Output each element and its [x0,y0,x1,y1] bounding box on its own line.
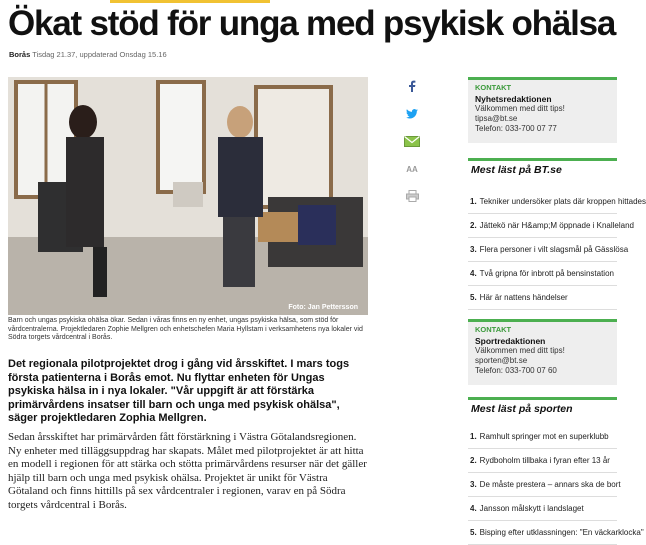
facebook-icon[interactable] [403,78,421,94]
item-text: Flera personer i vilt slagsmål på Gässlösa [479,245,629,254]
top-accent-bar [110,0,270,3]
contact-phone: Telefon: 033-700 07 60 [475,366,557,375]
contact-box-sport [468,319,617,385]
most-read-item[interactable] [468,425,617,449]
contact-line: Välkommen med ditt tips! [475,104,565,113]
byline-place: Borås [9,50,31,59]
most-read-item[interactable] [468,238,629,262]
most-read-item[interactable] [468,286,617,310]
most-read-title: Mest läst på BT.se [471,164,562,176]
item-number: 2. [470,456,477,465]
photo-illustration [8,77,368,315]
item-number: 4. [470,269,477,278]
contact-title: Nyhetsredaktionen [475,94,552,104]
item-number: 2. [470,221,477,230]
text-size-icon[interactable]: AA [406,164,418,174]
item-text: Bisping efter utklassningen: "En väckarklocka" [479,528,644,537]
item-number: 1. [470,197,477,206]
item-text: Jättekö när H&amp;M öppnade i Knalleland [479,221,634,230]
item-number: 4. [470,504,477,513]
item-text: Jansson målskytt i landslaget [479,504,584,513]
most-read-title: Mest läst på sporten [471,403,573,415]
item-text: Rydboholm tillbaka i fyran efter 13 år [479,456,610,465]
item-text: Tekniker undersöker plats där kroppen hittades [479,197,646,206]
article-headline: Ökat stöd för unga med psykisk ohälsa [8,4,616,43]
contact-phone: Telefon: 033-700 07 77 [475,124,557,133]
item-text: Två gripna för inbrott på bensinstation [479,269,614,278]
most-read-item[interactable] [468,521,644,545]
item-number: 5. [470,528,477,537]
most-read-sport [468,397,644,545]
photo-caption: Barn och ungas psykiska ohälsa ökar. Sedan i våras finns en ny enhet, ungas psykiska hälsa, som stöd för vårdcentralerna. Projektledaren Zophie Mellgren och enhetschefen Maria Hyllstam i verksamhetens nya lokaler vid Södra torgets vårdcentral i Borås. [8,317,363,342]
most-read-news [468,158,646,310]
contact-box-news [468,77,617,143]
contact-label: KONTAKT [475,83,512,92]
most-read-item[interactable] [468,497,617,521]
most-read-item[interactable] [468,473,621,497]
byline-time: Tisdag 21.37, uppdaterad Onsdag 15.16 [32,50,167,59]
print-icon[interactable] [403,188,421,204]
contact-title: Sportredaktionen [475,336,546,346]
article-photo[interactable] [8,77,368,315]
item-number: 3. [470,245,477,254]
item-text: Ramhult springer mot en superklubb [479,432,609,441]
mail-icon[interactable] [403,133,421,149]
contact-label: KONTAKT [475,325,512,334]
item-number: 5. [470,293,477,302]
most-read-item[interactable] [468,214,634,238]
contact-email-link[interactable]: sporten@bt.se [475,356,528,365]
article-lead: Det regionala pilotprojektet drog i gång vid årsskiftet. I mars togs första patienterna i Borås emot. Nu flyttar enheten för Ungas psykiska hälsa in i nya lokaler. "Vår uppgift är att förstärka primärvårdens insatser till barn och unga med psykisk ohälsa", säger projektledaren Zophia Mellgren. [8,358,350,425]
item-number: 3. [470,480,477,489]
article-byline [9,50,167,59]
item-text: De måste prestera – annars ska de bort [479,480,621,489]
item-number: 1. [470,432,477,441]
twitter-icon[interactable] [403,106,421,122]
article-body: Sedan årsskiftet har primärvården fått förstärkning i Västra Götalandsregionen. Ny enheter med tilläggsuppdrag har skapats. Målet med pilotprojektet är att hitta en modell i regionen för att stärka och stötta primärvårdens resurser när det gäller hjälp till barn och unga med psykisk ohälsa. Projektet är unikt för Västra Götaland och finns hittills på sex vårdcentraler i regionen, varav en på Södra torgets vårdcentral i Borås. [8,431,367,511]
most-read-item[interactable] [468,262,617,286]
item-text: Här är nattens händelser [479,293,568,302]
contact-line: Välkommen med ditt tips! [475,346,565,355]
photo-credit: Foto: Jan Pettersson [288,304,358,311]
most-read-item[interactable] [468,190,646,214]
contact-email-link[interactable]: tipsa@bt.se [475,114,518,123]
most-read-item[interactable] [468,449,617,473]
